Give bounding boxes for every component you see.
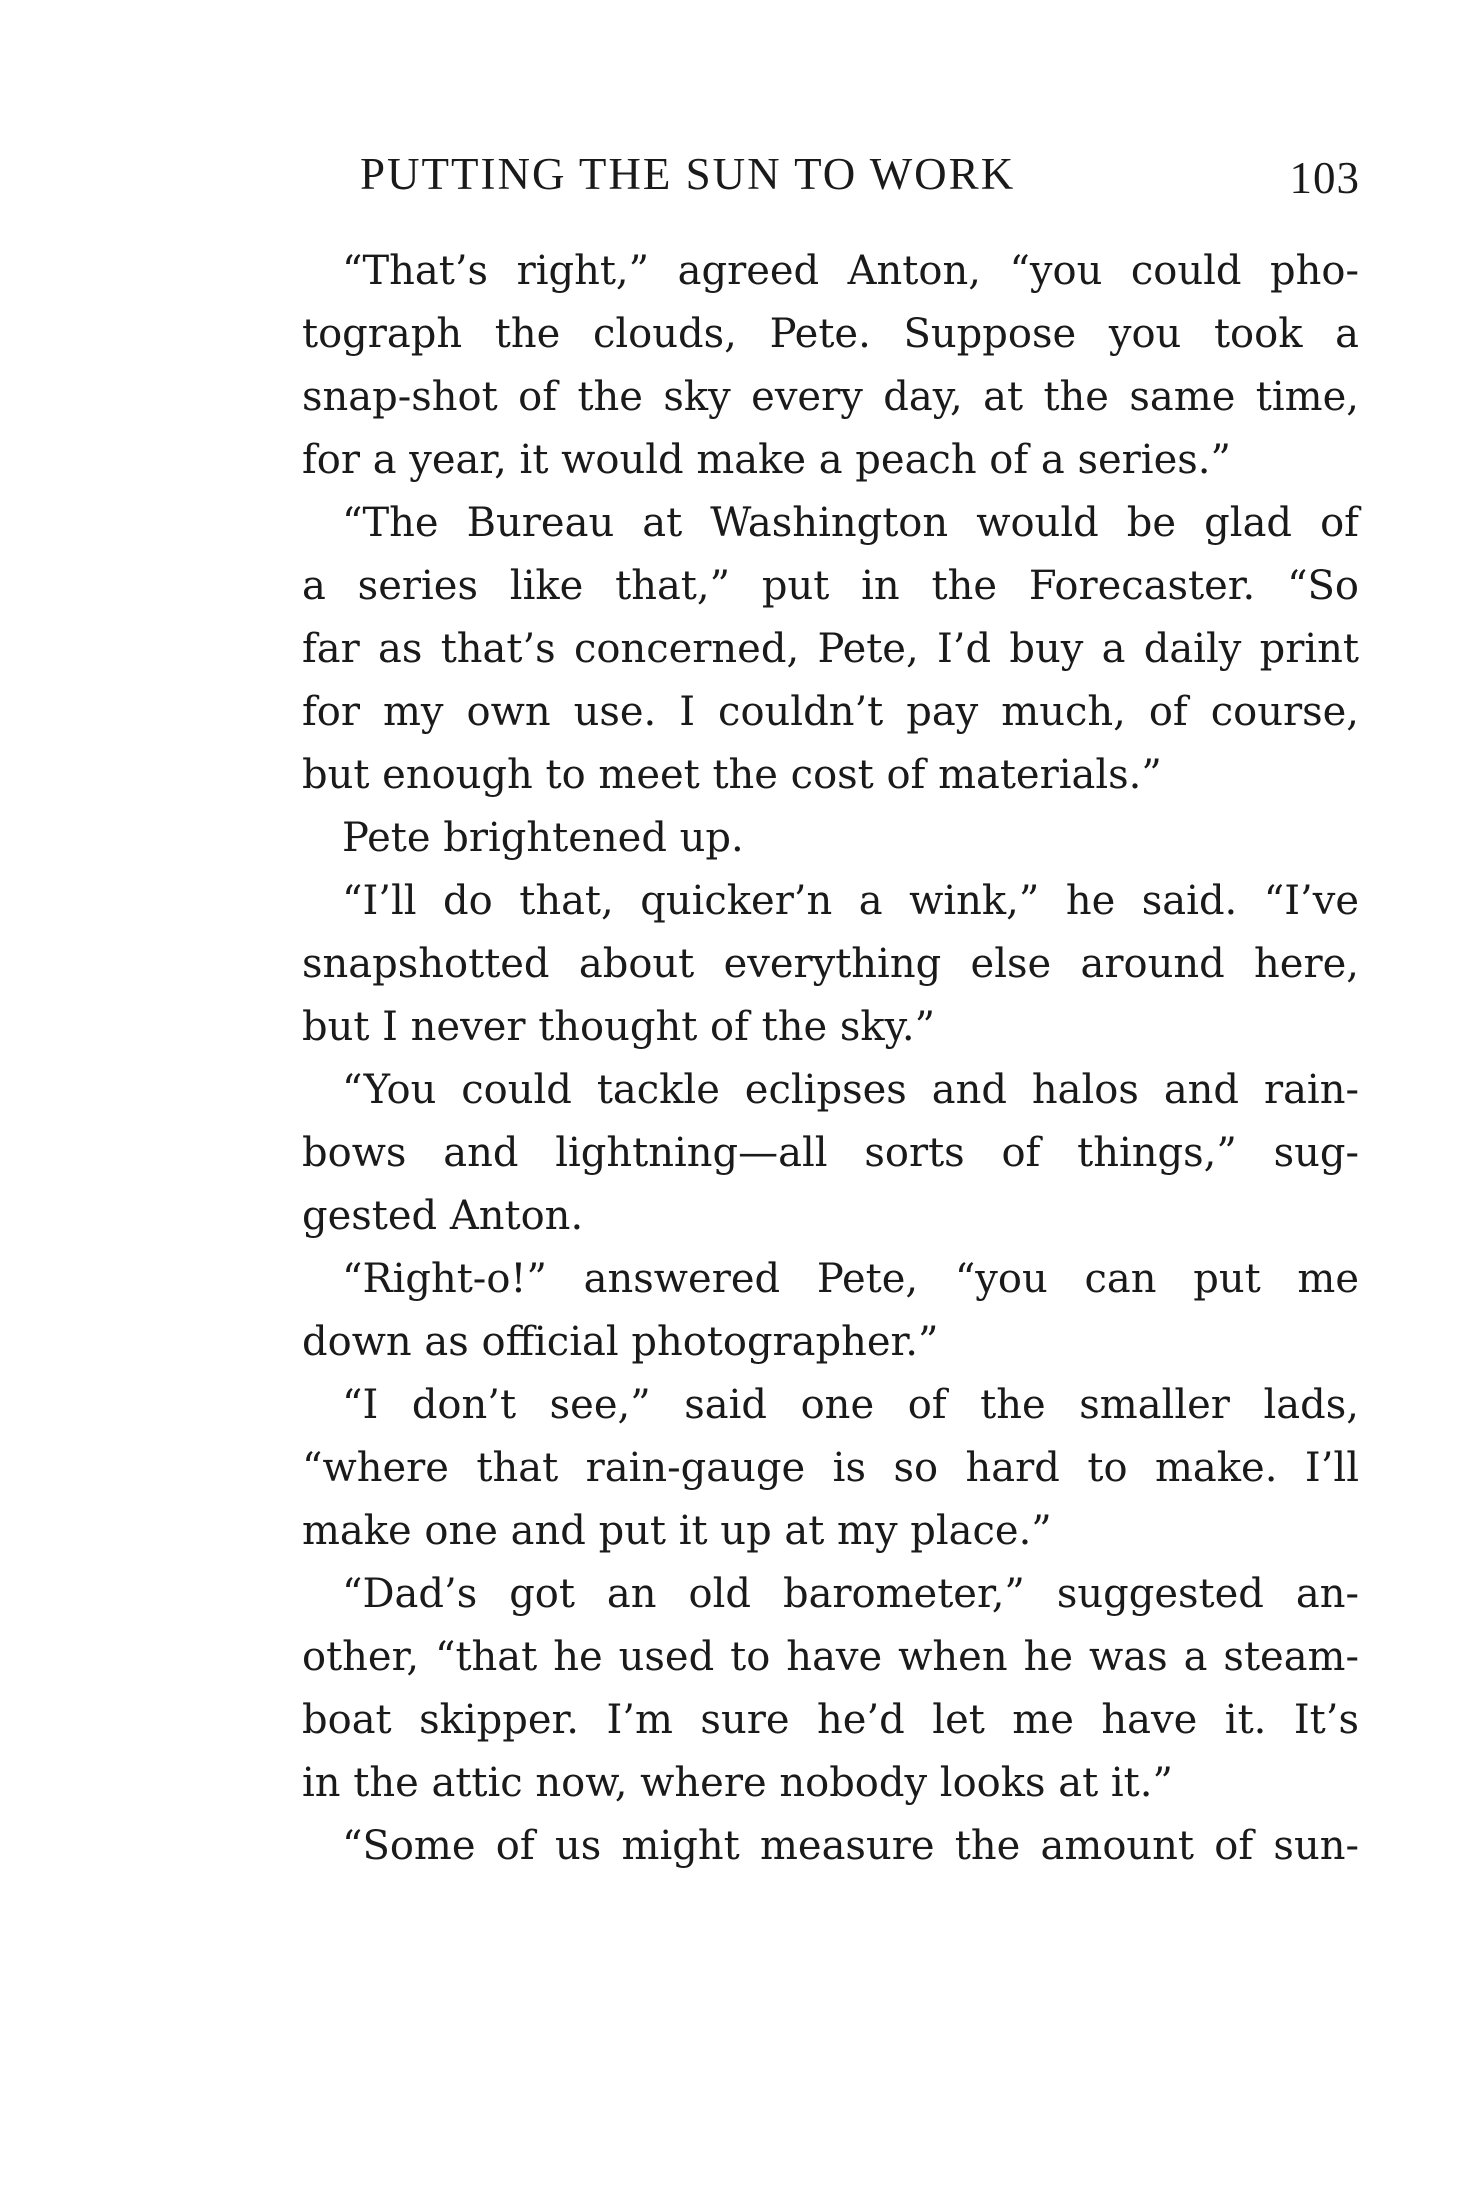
text-line: “where that rain-gauge is so hard to make. I’ll: [302, 1445, 1359, 1491]
text-line: “That’s right,” agreed Anton, “you could pho-: [342, 248, 1359, 294]
text-line: “I’ll do that, quicker’n a wink,” he said. “I’ve: [342, 878, 1359, 924]
text-line: Pete brightened up.: [342, 815, 744, 861]
body-text: [302, 240, 1359, 1878]
text-line: “Right-o!” answered Pete, “you can put me: [342, 1256, 1359, 1302]
text-line: snapshotted about everything else around here,: [302, 941, 1359, 987]
text-line: “Dad’s got an old barometer,” suggested an-: [342, 1571, 1359, 1617]
text-line: other, “that he used to have when he was a steam-: [302, 1634, 1359, 1680]
text-line: “I don’t see,” said one of the smaller lads,: [342, 1382, 1359, 1428]
text-line: far as that’s concerned, Pete, I’d buy a daily print: [302, 626, 1359, 672]
text-line: “The Bureau at Washington would be glad of: [342, 500, 1359, 546]
text-line: but I never thought of the sky.”: [302, 1004, 936, 1050]
running-head: [360, 148, 1360, 208]
text-line: boat skipper. I’m sure he’d let me have it. It’s: [302, 1697, 1359, 1743]
page-number: 103: [1289, 153, 1360, 203]
text-line: snap-shot of the sky every day, at the same time,: [302, 374, 1359, 420]
text-line: make one and put it up at my place.”: [302, 1508, 1052, 1554]
text-line: tograph the clouds, Pete. Suppose you took a: [302, 311, 1359, 357]
running-title: PUTTING THE SUN TO WORK: [360, 149, 1016, 199]
text-line: for my own use. I couldn’t pay much, of course,: [302, 689, 1359, 735]
text-line: “You could tackle eclipses and halos and rain-: [342, 1067, 1359, 1113]
text-line: bows and lightning—all sorts of things,” sug-: [302, 1130, 1359, 1176]
text-line: “Some of us might measure the amount of sun-: [342, 1823, 1359, 1869]
text-line: for a year, it would make a peach of a series.”: [302, 437, 1231, 483]
text-line: down as official photographer.”: [302, 1319, 939, 1365]
text-line: gested Anton.: [302, 1193, 584, 1239]
text-line: but enough to meet the cost of materials.”: [302, 752, 1162, 798]
text-line: in the attic now, where nobody looks at it.”: [302, 1760, 1173, 1806]
text-line: a series like that,” put in the Forecaster. “So: [302, 563, 1359, 609]
